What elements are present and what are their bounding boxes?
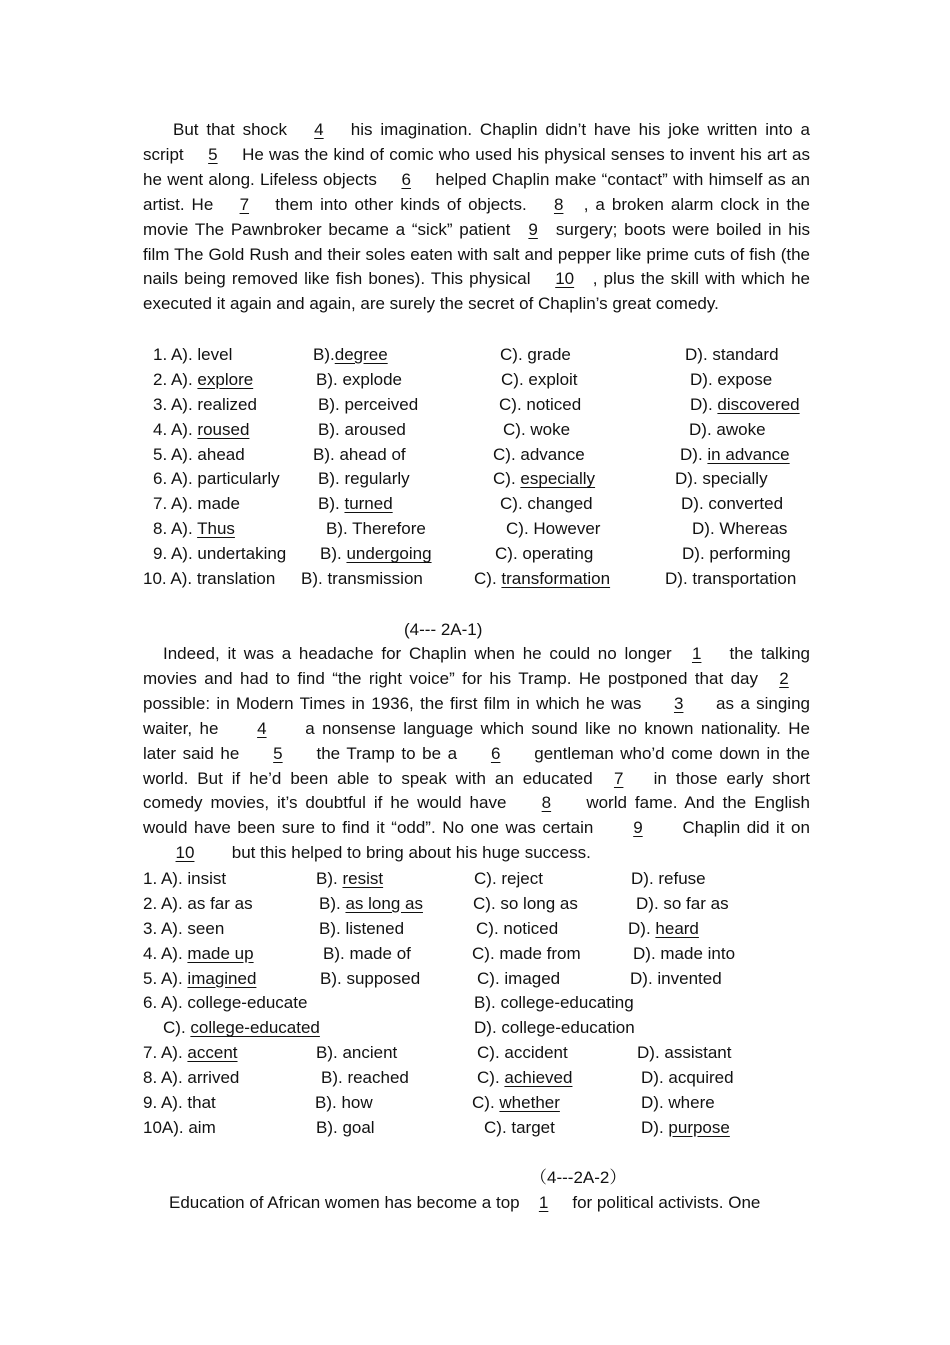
blank-5b: 5 xyxy=(273,743,283,763)
blank-1: 1 xyxy=(691,644,702,663)
blank-9b: 9 xyxy=(633,818,643,838)
option2-row-10: 9. A). that B). how C). whether D). where xyxy=(143,1093,715,1113)
option2-row-2: 2. A). as far as B). as long as C). so long as D). so far as xyxy=(143,893,729,913)
options-1 xyxy=(143,343,843,592)
options-2 xyxy=(143,867,843,1141)
blank-4b: 4 xyxy=(257,718,267,738)
section-heading-2a-1: (4--- 2A-1) xyxy=(404,620,483,639)
passage-3-intro: Education of African women has become a top 1 for political activists. One xyxy=(169,1191,760,1215)
option-row-4: 4. A). roused B). aroused C). woke D). awoke xyxy=(153,419,766,439)
blank-4: 4 xyxy=(314,120,324,139)
blank-1c: 1 xyxy=(538,1193,549,1212)
blank-3: 3 xyxy=(673,693,684,713)
blank-6b: 6 xyxy=(490,743,501,763)
option-row-5: 5. A). ahead B). ahead of C). advance D). in advance xyxy=(153,444,790,464)
option2-row-6: 6. A). college-educate B). college-educating xyxy=(143,993,634,1013)
passage-1: But that shock 4 his imagination. Chaplin didn’t have his joke written into a script 5 He was the kind of comic who used his physical senses to invent his art as he went along. Lifeless objects 6 helped Chaplin make “contact” with himself as an artist. He 7 them into other kinds of objects. 8 , a broken alarm clock in the movie The Pawnbroker became a “sick” patient 9 surgery; boots were boiled in his film The Gold Rush and their soles eaten with salt and pepper like prime cuts of fish (the nails being removed like fish bones). This physical 10 , plus the skill with which he executed it again and again, are surely the secret of Chaplin’s great comedy. xyxy=(143,120,810,314)
option-row-3: 3. A). realized B). perceived C). noticed D). discovered xyxy=(153,394,800,414)
option-row-10: 10. A). translation B). transmission C). transformation D). transportation xyxy=(143,569,797,589)
blank-2: 2 xyxy=(779,668,789,688)
option-row-8: 8. A). Thus B). Therefore C). However D). Whereas xyxy=(153,519,788,539)
blank-5: 5 xyxy=(208,144,218,164)
blank-9: 9 xyxy=(528,219,538,239)
option2-row-1: 1. A). insist B). resist C). reject D). refuse xyxy=(143,869,706,888)
blank-10: 10 xyxy=(555,269,575,289)
option2-row-4: 4. A). made up B). made of C). made from D). made into xyxy=(143,943,736,963)
option2-row-3: 3. A). seen B). listened C). noticed D). heard xyxy=(143,918,699,938)
passage-2: Indeed, it was a headache for Chaplin when he could no longer 1 the talking movies and had to find “the right voice” for his Tramp. He postponed that day 2 possible: in Modern Times in 1936, the first film in which he was 3 as a singing waiter, he 4 a nonsense language which sound like no known nationality. He later said he 5 the Tramp to be a 6 gentleman who’d come down in the world. But if he’d been able to speak with an educated 7 in those early short comedy movies, it’s doubtful if he would have 8 world fame. And the English would have been sure to find it “odd”. No one was certain 9 Chaplin did it on10 but this helped to bring about his huge success. xyxy=(143,642,810,866)
blank-10b: 10 xyxy=(175,843,195,863)
blank-7b: 7 xyxy=(613,768,624,788)
option-row-6: 6. A). particularly B). regularly C). especially D). specially xyxy=(153,469,768,489)
section-heading-2a-2: （4---2A-2） xyxy=(530,1168,627,1187)
option-row-9: 9. A). undertaking B). undergoing C). operating D). performing xyxy=(153,544,791,564)
blank-8b: 8 xyxy=(541,793,552,813)
blank-8: 8 xyxy=(553,194,564,214)
option-row-1: 1. A). level B).degree C). grade D). standard xyxy=(153,345,779,364)
blank-7: 7 xyxy=(239,194,250,214)
option2-row-9: 8. A). arrived B). reached C). achieved D). acquired xyxy=(143,1068,734,1088)
option2-row-8: 7. A). accent B). ancient C). accident D). assistant xyxy=(143,1043,732,1063)
blank-6: 6 xyxy=(401,169,411,189)
option2-row-5: 5. A). imagined B). supposed C). imaged D). invented xyxy=(143,968,722,988)
option2-row-11: 10A). aim B). goal C). target D). purpose xyxy=(143,1117,730,1137)
option-row-2: 2. A). explore B). explode C). exploit D). expose xyxy=(153,369,773,389)
option-row-7: 7. A). made B). turned C). changed D). converted xyxy=(153,494,784,514)
option2-row-7: C). college-educated D). college-education xyxy=(163,1018,635,1038)
